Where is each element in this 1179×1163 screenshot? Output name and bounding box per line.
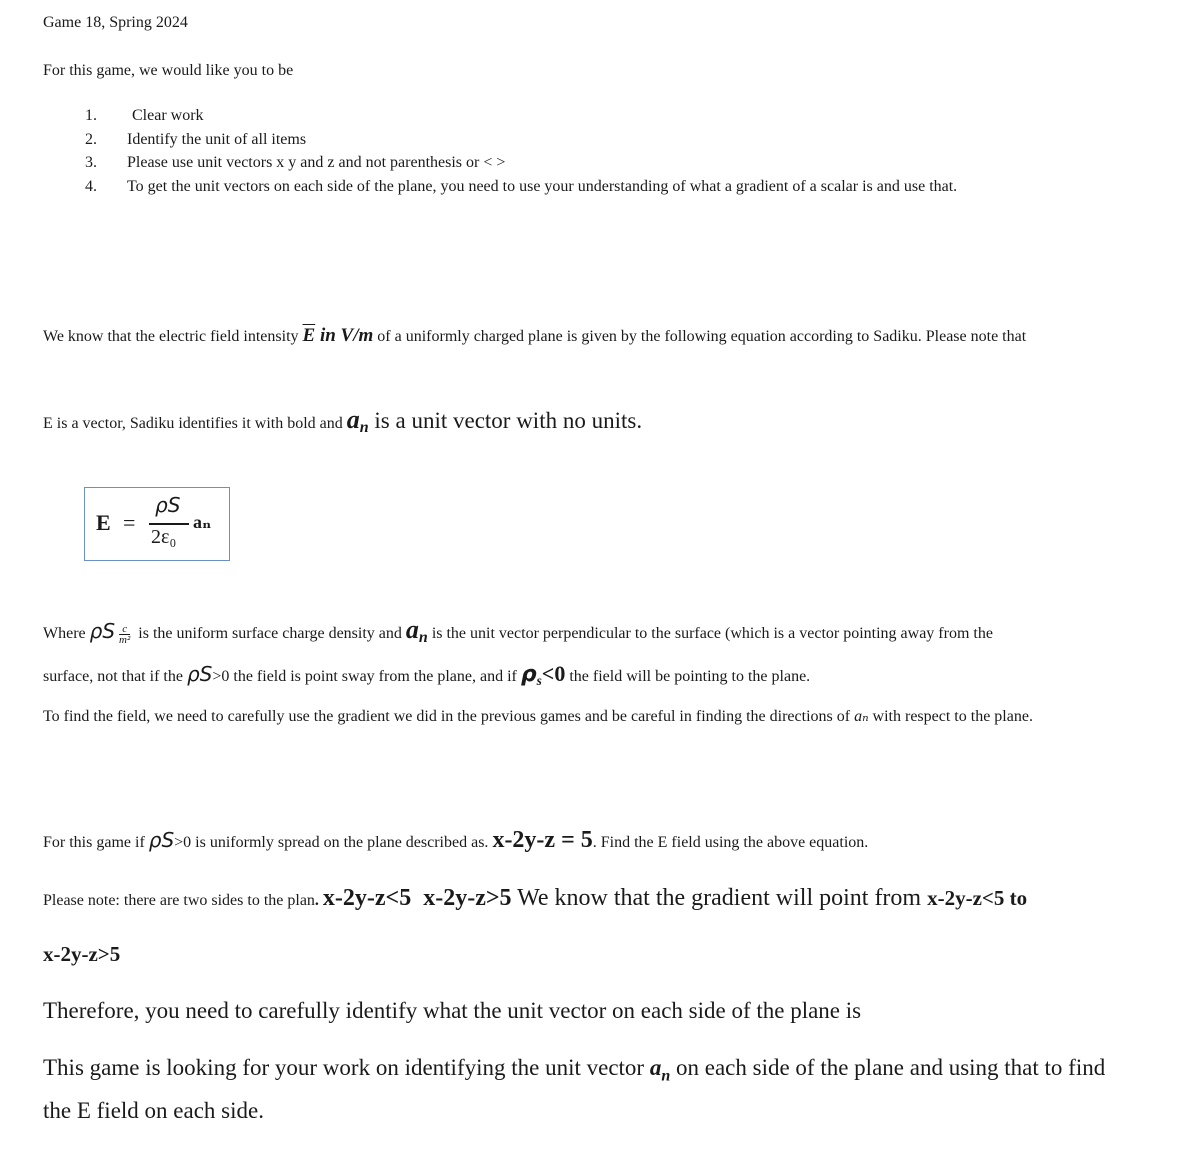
list-number: 1. <box>85 107 97 124</box>
an-symbol: a <box>649 1055 662 1080</box>
final-paragraph <box>43 1051 1138 1128</box>
text: <0 <box>541 661 566 687</box>
gradient-paragraph <box>43 705 1138 729</box>
an-symbol: a <box>346 405 360 434</box>
text: We know that the electric field intensity <box>43 328 303 345</box>
text: . <box>314 892 323 909</box>
therefore-paragraph: Therefore, you need to carefully identify what the unit vector on each side of the plane is <box>43 998 862 1023</box>
text: of a uniformly charged plane is given by the following equation according to Sadiku. Please note that <box>373 328 1027 345</box>
game-paragraph <box>43 826 868 855</box>
rho-s-symbol: ρS <box>186 662 213 687</box>
vector-e-symbol: $\overline{E}$ <box>302 325 316 346</box>
rho-s-symbol: ρS <box>148 828 175 852</box>
an-symbol: a <box>405 615 419 644</box>
text: is a unit vector with no units. <box>368 408 643 433</box>
text: For this game if <box>43 834 149 851</box>
list-text: Please use unit vectors x y and z and not parenthesis or < > <box>127 154 506 171</box>
vector-note-paragraph <box>43 404 642 437</box>
list-number: 2. <box>85 131 97 148</box>
list-text: Identify the unit of all items <box>127 131 307 148</box>
rho-symbol: ρ <box>520 662 537 688</box>
text: surface, not that if the <box>43 668 187 686</box>
text: with respect to the plane. <box>868 708 1033 725</box>
equation-lhs: E <box>96 510 111 535</box>
units-fraction <box>119 624 130 645</box>
inequality-less: x-2y-z<5 <box>322 885 412 911</box>
text: This game is looking for your work on identifying the unit vector <box>43 1055 650 1080</box>
text: >0 is uniformly spread on the plane described as. <box>174 834 493 851</box>
rho-subscript: s <box>536 673 542 689</box>
frac-bottom: m² <box>119 633 131 646</box>
text: Please note: there are two sides to the plan <box>43 892 315 909</box>
equation-numerator: ρS <box>155 493 181 517</box>
inequality-to: x-2y-z>5 <box>43 942 121 966</box>
inequality-greater: x-2y-z>5 <box>423 885 512 911</box>
text: is the unit vector perpendicular to the surface (which is a vector pointing away from the <box>427 625 993 642</box>
list-text: Clear work <box>132 107 204 124</box>
page-title: Game 18, Spring 2024 <box>43 14 188 31</box>
fraction-bar <box>149 523 189 525</box>
text: the field will be pointing to the plane. <box>565 668 811 686</box>
an-symbol: aₙ <box>854 708 869 725</box>
list-text: To get the unit vectors on each side of the plane, you need to use your understanding of what a gradient of a scalar is and use that. <box>127 178 958 195</box>
text: . Find the E field using the above equation. <box>592 834 869 851</box>
text: We know that the gradient will point from <box>511 885 928 911</box>
note-paragraph-continued <box>43 942 120 967</box>
an-subscript: n <box>359 419 369 437</box>
list-item <box>85 131 306 149</box>
plane-equation-rhs: = 5 <box>555 827 593 853</box>
list-number: 4. <box>85 178 97 195</box>
list-item <box>85 178 957 196</box>
an-subscript: n <box>661 1067 671 1085</box>
units-symbol: in V/m <box>315 325 374 346</box>
text: Where <box>43 625 90 642</box>
text: on each side of the plane and using that to find the E field on each side. <box>43 1055 1106 1123</box>
list-item <box>85 107 204 125</box>
frac-top: c <box>119 624 130 635</box>
intro-text: For this game, we would like you to be <box>43 62 294 79</box>
rho-s-symbol: ρS <box>89 619 116 643</box>
inequality-from: x-2y-z<5 to <box>927 886 1028 910</box>
an-subscript: n <box>418 629 428 647</box>
equals-sign: = <box>123 510 136 535</box>
list-number: 3. <box>85 154 97 171</box>
text: >0 the field is point sway from the plane, and if <box>212 668 521 686</box>
plane-equation: x-2y-z <box>492 827 556 853</box>
text: To find the field, we need to carefully use the gradient we did in the previous games and be careful in finding the directions of <box>43 708 855 725</box>
field-intensity-paragraph <box>43 324 1138 349</box>
where-paragraph <box>43 612 1138 699</box>
equation-box <box>84 487 230 561</box>
text: is the uniform surface charge density and <box>134 625 406 642</box>
equation-denominator: 2ε₀ <box>151 526 177 548</box>
equation-unit-vector: aₙ <box>193 512 212 532</box>
note-paragraph <box>43 884 1027 913</box>
text: E is a vector, Sadiku identifies it with bold and <box>43 415 347 432</box>
list-item <box>85 154 505 172</box>
